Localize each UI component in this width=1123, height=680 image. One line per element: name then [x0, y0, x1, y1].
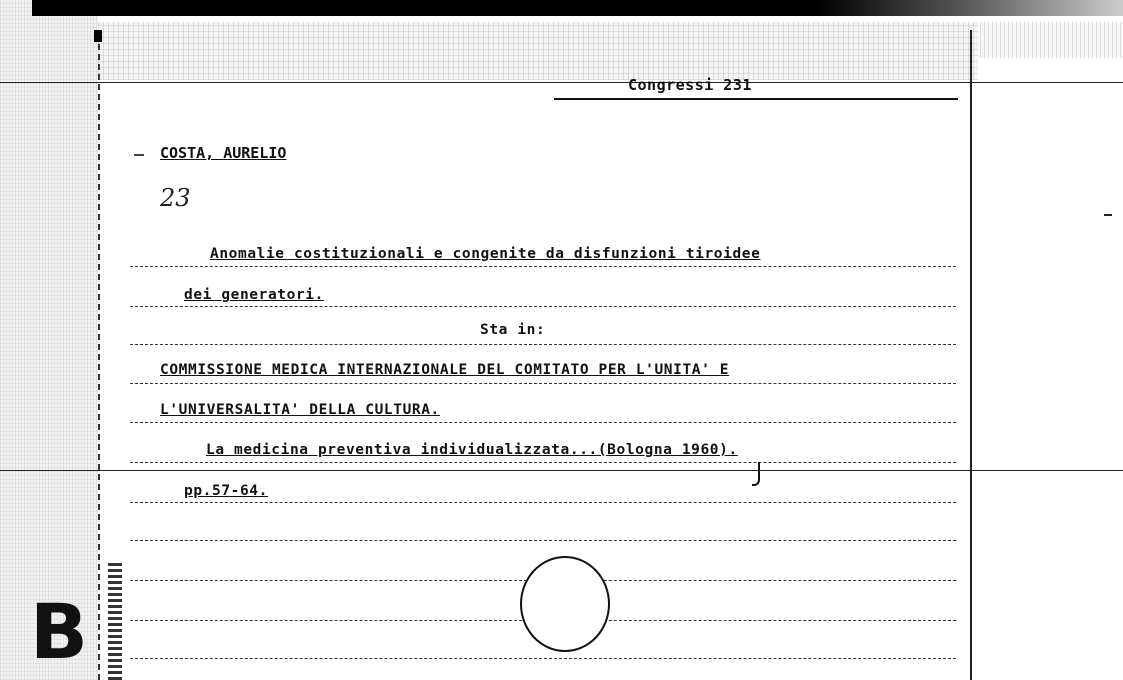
corner-mark: [94, 30, 102, 42]
source-line-2: L'UNIVERSALITA' DELLA CULTURA.: [160, 402, 440, 418]
card-left-edge: [98, 30, 100, 680]
reference-underline: [554, 98, 958, 100]
scan-top-border: [32, 0, 1123, 16]
pages-line: pp.57-64.: [184, 483, 268, 499]
handwritten-note: 23: [160, 184, 191, 212]
ruled-line: [130, 462, 956, 463]
ruled-line: [130, 540, 956, 541]
ruled-line: [130, 306, 956, 307]
card-right-edge: [970, 30, 972, 680]
card-punch-hole: [520, 556, 610, 652]
contained-in-label: Sta in:: [480, 322, 546, 338]
margin-tick: [1104, 214, 1112, 216]
scan-horizontal-rule: [0, 470, 1123, 471]
source-line-1: COMMISSIONE MEDICA INTERNAZIONALE DEL COMITATO PER L'UNITA' E: [160, 362, 730, 378]
vertical-stamp: [108, 560, 122, 680]
source-line-3: La medicina preventiva individualizzata...(Bologna 1960).: [206, 442, 738, 458]
title-line-2: dei generatori.: [184, 287, 324, 303]
scan-noise-top-right: [980, 22, 1123, 58]
ruled-line: [130, 422, 956, 423]
catalog-reference: Congressi 231: [628, 76, 752, 94]
handwritten-mark: [752, 462, 760, 486]
ruled-line: [130, 266, 956, 267]
author-heading: COSTA, AURELIO: [160, 144, 287, 162]
margin-dash: [134, 154, 144, 156]
scan-noise-top: [98, 22, 978, 80]
ruled-line: [130, 344, 956, 345]
scan-horizontal-rule: [0, 82, 1123, 83]
scan-noise-left: [0, 0, 98, 680]
ruled-line: [130, 658, 956, 659]
ruled-line: [130, 383, 956, 384]
margin-letter: B: [30, 587, 88, 676]
title-line-1: Anomalie costituzionali e congenite da disfunzioni tiroidee: [210, 246, 761, 262]
ruled-line: [130, 502, 956, 503]
